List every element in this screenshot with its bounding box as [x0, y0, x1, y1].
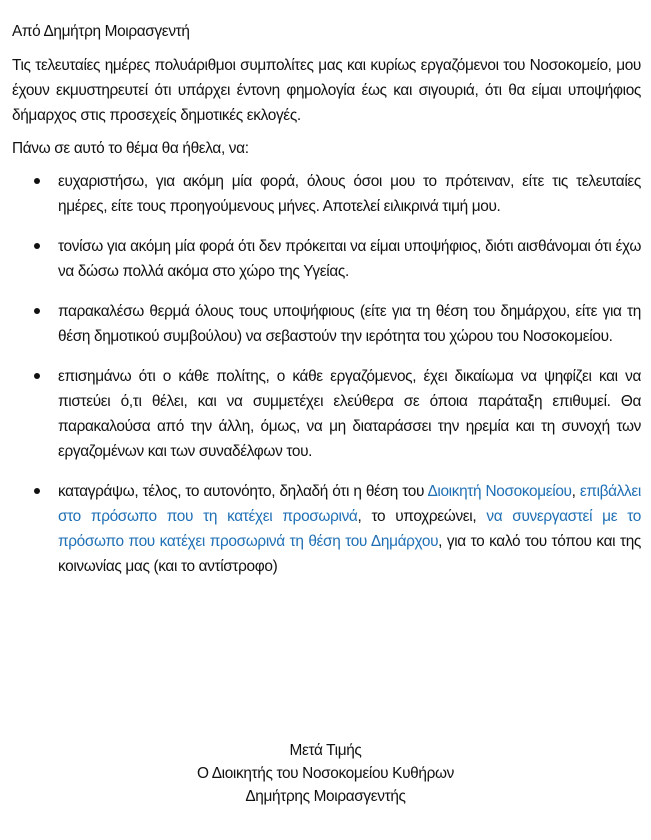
list-item-text: παρακαλέσω θερμά όλους τους υποψήφιους (είτε για τη θέση του δημάρχου, είτε για τη θέση δημοτικού συμβούλου) να σεβαστούν την ιερότητα του χώρου του Νοσοκομείου.: [58, 303, 641, 345]
list-item-text: τονίσω για ακόμη μία φορά ότι δεν πρόκειται να είμαι υποψήφιος, διότι αισθάνομαι ότι έχω να δώσω πολλά ακόμα στο χώρο της Υγείας.: [58, 238, 641, 280]
letter-body: [12, 19, 641, 594]
signature-closing: Μετά Τιμής: [289, 742, 362, 759]
points-list: [12, 169, 641, 579]
list-item: [12, 234, 641, 284]
last-item-text-2: ,: [571, 483, 580, 500]
last-item-text-1: καταγράψω, τέλος, το αυτονόητο, δηλαδή ότι η θέση του: [58, 483, 428, 500]
highlight-hospital-director: Διοικητή Νοσοκομείου: [427, 483, 572, 500]
signature-block: [0, 739, 651, 808]
signature-name: Δημήτρης Μοιρασγεντής: [245, 788, 406, 805]
highlight-imposes: επιβάλλει στο πρόσωπο που τη κατέχει προσωρινά: [58, 483, 641, 525]
highlight-cooperate: να συνεργαστεί με το πρόσωπο που κατέχει προσωρινά τη θέση του Δημάρχου: [58, 508, 641, 550]
last-item-text-3: , το υποχρεώνει,: [357, 508, 487, 525]
last-item-text-4: , για το καλό του τόπου και της κοινωνίας μας (και το αντίστροφο): [58, 533, 641, 575]
list-item-text: ευχαριστήσω, για ακόμη μία φορά, όλους όσοι μου το πρότειναν, είτε τις τελευταίες ημέρες, είτε τους προηγούμενους μήνες. Αποτελεί ειλικρινά τιμή μου.: [58, 173, 641, 215]
opening-paragraph: Τις τελευταίες ημέρες πολυάριθμοι συμπολίτες μας και κυρίως εργαζόμενοι του Νοσοκομείο, μου έχουν εκμυστηρευτεί ότι υπάρχει έντονη φημολογία έως και σιγουριά, ότι θα είμαι υποψήφιος δήμαρχος στις προσεχείς δημοτικές εκλογές.: [12, 57, 641, 124]
list-item: [12, 299, 641, 349]
list-item-last: [12, 479, 641, 579]
bullet-icon: [34, 373, 40, 379]
list-item: [12, 364, 641, 464]
bullet-icon: [34, 488, 40, 494]
list-item-text: επισημάνω ότι ο κάθε πολίτης, ο κάθε εργαζόμενος, έχει δικαίωμα να ψηφίζει και να πιστεύει ό,τι θέλει, και να συμμετέχει ελεύθερα σε όποια παράταξη επιθυμεί. Θα παρακαλούσα από την άλλη, όμως, να μη διαταράσσει την ηρεμία και τη συνοχή των εργαζομένων και των συναδέλφων του.: [58, 368, 641, 460]
from-line: Από Δημήτρη Μοιρασγεντή: [12, 23, 190, 40]
intro-line: Πάνω σε αυτό το θέμα θα ήθελα, να:: [12, 140, 249, 157]
bullet-icon: [34, 308, 40, 314]
list-item: [12, 169, 641, 219]
bullet-icon: [34, 178, 40, 184]
signature-title: Ο Διοικητής του Νοσοκομείου Κυθήρων: [197, 765, 454, 782]
bullet-icon: [34, 243, 40, 249]
